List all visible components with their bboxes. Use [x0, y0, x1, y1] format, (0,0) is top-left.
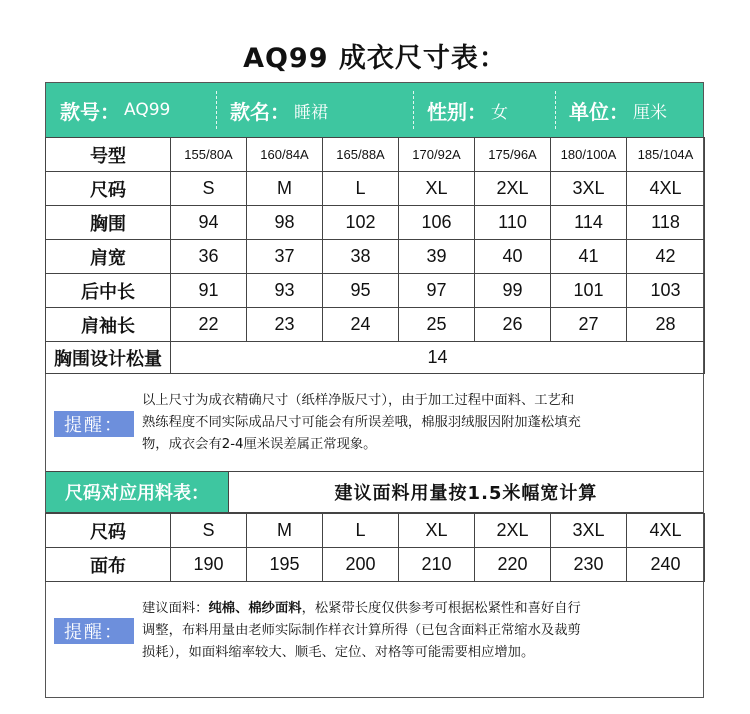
table-cell: 165/88A — [323, 138, 399, 172]
product-info-bar — [46, 83, 703, 137]
table-cell: 101 — [551, 274, 627, 308]
ease-row — [46, 342, 705, 374]
table-cell: 28 — [627, 308, 705, 342]
row-header: 尺码 — [46, 514, 171, 548]
row-header: 面布 — [46, 548, 171, 582]
table-cell: 195 — [247, 548, 323, 582]
table-cell: 160/84A — [247, 138, 323, 172]
table-cell: 210 — [399, 548, 475, 582]
table-cell: 91 — [171, 274, 247, 308]
fabric-recommendation: 纯棉、棉纱面料 — [208, 601, 302, 616]
reminder-line: 损耗），如面料缩率较大、顺毛、定位、对格等可能需要相应增加。 — [142, 645, 535, 660]
reminder-text — [142, 598, 697, 664]
reminder-note-1 — [46, 375, 703, 472]
table-row — [46, 240, 705, 274]
table-cell: 26 — [475, 308, 551, 342]
gender-cell — [413, 83, 555, 137]
table-cell: 36 — [171, 240, 247, 274]
table-cell: M — [247, 172, 323, 206]
row-header: 肩袖长 — [46, 308, 171, 342]
table-cell: 155/80A — [171, 138, 247, 172]
table-cell: 3XL — [551, 172, 627, 206]
table-cell: 94 — [171, 206, 247, 240]
style-number-cell — [46, 83, 216, 137]
table-cell: 175/96A — [475, 138, 551, 172]
row-header: 后中长 — [46, 274, 171, 308]
table-cell: S — [171, 172, 247, 206]
fabric-table — [45, 513, 705, 582]
table-cell: 2XL — [475, 514, 551, 548]
style-number-value: AQ99 — [124, 100, 171, 120]
style-number-label: 款号： — [60, 99, 120, 124]
reminder-line — [142, 598, 697, 620]
table-cell: 41 — [551, 240, 627, 274]
table-cell: 2XL — [475, 172, 551, 206]
table-cell: 114 — [551, 206, 627, 240]
table-cell: 103 — [627, 274, 705, 308]
table-cell: 190 — [171, 548, 247, 582]
table-cell: 37 — [247, 240, 323, 274]
table-cell: 97 — [399, 274, 475, 308]
table-cell: M — [247, 514, 323, 548]
table-cell: S — [171, 514, 247, 548]
size-table — [45, 137, 705, 374]
row-header: 尺码 — [46, 172, 171, 206]
table-row — [46, 274, 705, 308]
table-row — [46, 206, 705, 240]
reminder-line-suffix: ，松紧带长度仅供参考可根据松紧性和喜好自行 — [301, 601, 581, 616]
table-cell: 42 — [627, 240, 705, 274]
reminder-badge: 提醒： — [54, 618, 134, 644]
table-cell: 23 — [247, 308, 323, 342]
table-cell: 200 — [323, 548, 399, 582]
size-chart-panel — [45, 82, 704, 698]
style-name-label: 款名： — [230, 99, 290, 124]
gender-label: 性别： — [427, 99, 487, 124]
style-name-value: 睡裙 — [294, 102, 328, 123]
table-cell: XL — [399, 514, 475, 548]
page-title: AQ99 成衣尺寸表： — [243, 43, 507, 74]
table-cell: L — [323, 172, 399, 206]
table-cell: 98 — [247, 206, 323, 240]
table-cell: L — [323, 514, 399, 548]
table-cell: 102 — [323, 206, 399, 240]
reminder-line: 调整，布料用量由老师实际制作样衣计算所得（已包含面料正常缩水及裁剪 — [142, 623, 581, 638]
table-cell: 220 — [475, 548, 551, 582]
reminder-text — [142, 390, 697, 456]
table-cell: 22 — [171, 308, 247, 342]
reminder-line: 熟练程度不同实际成品尺寸可能会有所误差哦，棉服羽绒服因附加蓬松填充 — [142, 415, 581, 430]
table-cell: 38 — [323, 240, 399, 274]
fabric-usage-band — [46, 472, 703, 513]
table-row — [46, 172, 705, 206]
gender-value: 女 — [491, 102, 508, 123]
table-cell: 95 — [323, 274, 399, 308]
unit-value: 厘米 — [633, 102, 667, 123]
table-row — [46, 548, 705, 582]
row-header: 胸围设计松量 — [46, 342, 171, 374]
table-cell: 240 — [627, 548, 705, 582]
table-cell: 110 — [475, 206, 551, 240]
row-header: 肩宽 — [46, 240, 171, 274]
table-cell: 4XL — [627, 172, 705, 206]
table-cell: 40 — [475, 240, 551, 274]
table-cell: 185/104A — [627, 138, 705, 172]
table-cell: 106 — [399, 206, 475, 240]
table-cell: 170/92A — [399, 138, 475, 172]
reminder-note-2 — [46, 582, 703, 697]
reminder-line: 以上尺寸为成衣精确尺寸（纸样净版尺寸），由于加工过程中面料、工艺和 — [142, 393, 575, 408]
table-cell: 118 — [627, 206, 705, 240]
style-name-cell — [216, 83, 413, 137]
reminder-badge: 提醒： — [54, 411, 134, 437]
ease-value: 14 — [171, 342, 705, 374]
table-cell: 3XL — [551, 514, 627, 548]
row-header: 胸围 — [46, 206, 171, 240]
unit-cell — [555, 83, 703, 137]
table-cell: 4XL — [627, 514, 705, 548]
reminder-line: 物，成衣会有2-4厘米误差属正常现象。 — [142, 437, 377, 452]
table-cell: XL — [399, 172, 475, 206]
table-cell: 180/100A — [551, 138, 627, 172]
fabric-usage-note: 建议面料用量按1.5米幅宽计算 — [334, 483, 598, 504]
row-header: 号型 — [46, 138, 171, 172]
table-cell: 25 — [399, 308, 475, 342]
fabric-usage-title: 尺码对应用料表： — [46, 472, 229, 512]
table-cell: 39 — [399, 240, 475, 274]
table-row — [46, 308, 705, 342]
table-row — [46, 514, 705, 548]
table-row — [46, 138, 705, 172]
unit-label: 单位： — [569, 99, 629, 124]
table-cell: 93 — [247, 274, 323, 308]
reminder-line-prefix: 建议面料： — [142, 601, 209, 616]
table-cell: 99 — [475, 274, 551, 308]
table-cell: 230 — [551, 548, 627, 582]
table-cell: 27 — [551, 308, 627, 342]
table-cell: 24 — [323, 308, 399, 342]
